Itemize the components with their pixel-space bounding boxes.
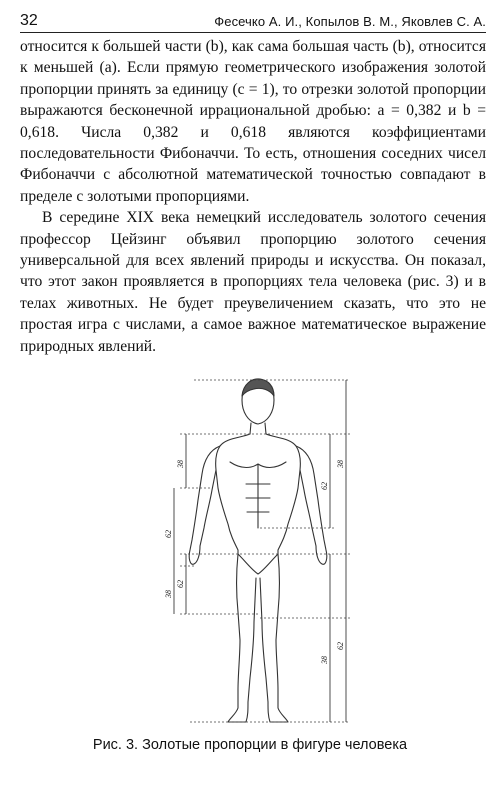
body-text [20,36,486,357]
paragraph: В середине XIX века немецкий исследователь золотого сечения профессор Цейзинг объявил пропорцию золотого сечения универсальной для всех явлений природы и искусства. Он показал, что этот закон проявляется в пропорциях тела человека (рис. 3) и в телах животных. Не будет преувеличением сказать, что это не простая игра с числами, а самое важное математическое выражение природных явлений. [20,209,486,355]
paragraph: относится к большей части (b), как сама большая часть (b), относится к меньшей (a). Если прямую геометрического изображения золотой пропорции принять за единицу (c = 1), то отрезки золотой пропорции выражаются бесконечной иррациональной дробью: a = 0,382 и b = 0,618. Числа 0,382 и 0,618 являются коэффициентами последовательности Фибоначчи. То есть, отношения соседних чисел Фибоначчи с абсолютной математической точностью совпадают в пределе с золотыми пропорциями. [20,38,486,205]
running-header [20,8,486,34]
dimension-label: 62 [176,580,185,588]
figure-groin [238,554,278,574]
figure-caption: Рис. 3. Золотые пропорции в фигуре человека [92,737,408,753]
figure-left-leg [228,554,256,722]
dimension-label: 62 [164,530,173,538]
dimension-label: 38 [320,656,329,664]
figure-hair [242,379,274,396]
page-number: 32 [20,12,38,29]
dimension-label: 62 [336,642,345,650]
dimension-label: 38 [164,590,173,598]
running-header-authors: Фесечко А. И., Копылов В. М., Яковлев С. А. [214,14,486,29]
header-rule [20,32,486,33]
dimension-label: 38 [176,460,185,468]
figure-neck [250,423,266,434]
dimension-label: 38 [336,460,345,468]
dimension-label: 62 [320,482,329,490]
figure-right-leg [260,554,288,722]
human-figure-illustration [150,378,350,728]
figure-chest [230,462,286,528]
